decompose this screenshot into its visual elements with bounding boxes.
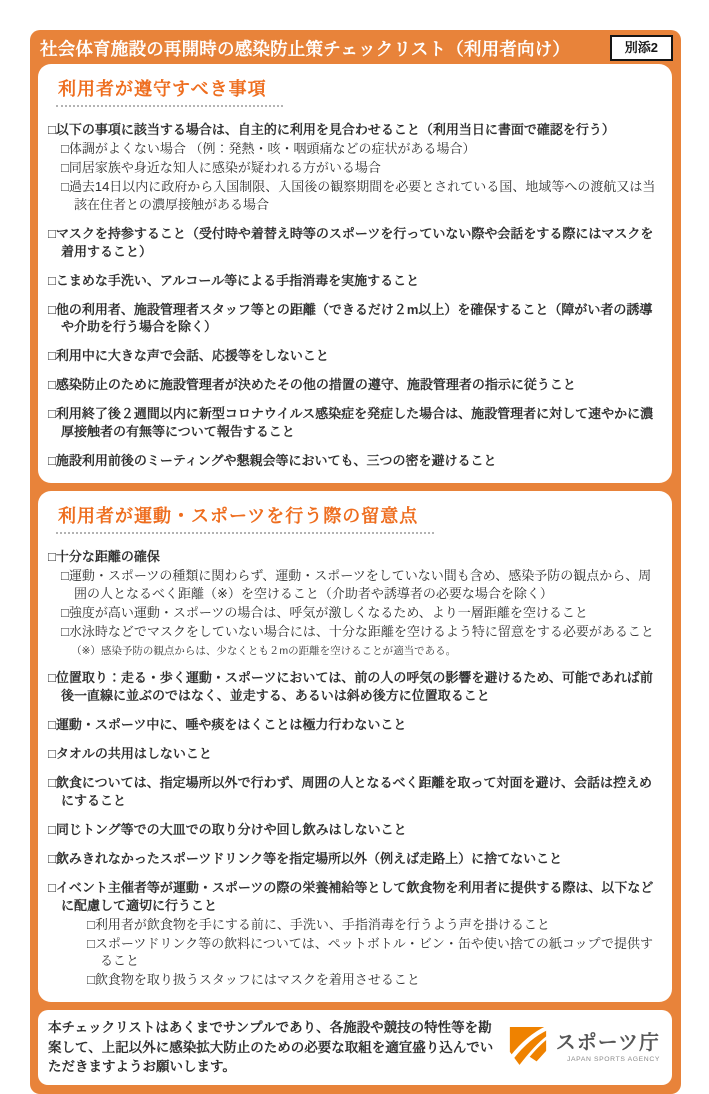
checklist-subitem: □飲食物を取り扱うスタッフにはマスクを着用させること: [87, 972, 420, 988]
checklist-item: □利用終了後２週間以内に新型コロナウイルス感染症を発症した場合は、施設管理者に対して速やかに濃厚接触者の有無等について報告すること: [48, 406, 654, 440]
checklist-subitem: □強度が高い運動・スポーツの場合は、呼気が激しくなるため、より一層距離を空けること: [61, 604, 588, 620]
checklist-item: □十分な距離の確保: [48, 549, 160, 565]
footer-note-panel: [38, 1010, 672, 1085]
checklist-item: □同じトング等での大皿での取り分けや回し飲みはしないこと: [48, 821, 407, 837]
checklist-item: □飲みきれなかったスポーツドリンク等を指定場所以外（例えば走路上）に捨てないこと: [48, 850, 563, 866]
footer-disclaimer: 本チェックリストはあくまでサンプルであり、各施設や競技の特性等を勘案して、上記以外に感染拡大防止のための必要な取組を適宜盛り込んでいただきますようお願いします。: [48, 1020, 494, 1075]
checklist-subitem: □過去14日以内に政府から入国制限、入国後の観察期間を必要とされている国、地域等への渡航又は当該在住者との濃厚接触がある場合: [61, 178, 656, 212]
section-sports-notes-heading: 利用者が運動・スポーツを行う際の留意点: [56, 502, 434, 534]
checklist-item: □利用中に大きな声で会話、応援等をしないこと: [48, 348, 329, 364]
document-title: 社会体育施設の再開時の感染防止策チェックリスト（利用者向け）: [40, 38, 571, 59]
checklist-item: □感染防止のために施設管理者が決めたその他の措置の遵守、施設管理者の指示に従うこと: [48, 377, 576, 393]
checklist-item: □イベント主催者等が運動・スポーツの際の栄養補給等として飲食物を利用者に提供する際は、以下などに配慮して適切に行うこと: [48, 879, 654, 913]
jsa-logo-subtitle: JAPAN SPORTS AGENCY: [567, 1056, 660, 1064]
checklist-item: □他の利用者、施設管理者スタッフ等との距離（できるだけ２m以上）を確保すること（障がい者の誘導や介助を行う場合を除く）: [48, 301, 653, 335]
checklist-item: □タオルの共用はしないこと: [48, 746, 212, 762]
section-user-rules-items: [48, 121, 658, 470]
title-bar: [30, 30, 681, 64]
checklist-subitem: □水泳時などでマスクをしていない場合には、十分な距離を空けるよう特に留意をする必要があること: [61, 623, 654, 639]
section-user-rules: [38, 64, 672, 483]
checklist-subitem: □体調がよくない場合 （例：発熱・咳・咽頭痛などの症状がある場合）: [61, 140, 476, 156]
section-sports-notes: [38, 491, 672, 1002]
checklist-item: □運動・スポーツ中に、唾や痰をはくことは極力行わないこと: [48, 717, 407, 733]
attachment-badge: 別添2: [610, 35, 673, 61]
checklist-item: □施設利用前後のミーティングや懇親会等においても、三つの密を避けること: [48, 453, 497, 469]
checklist-subitem: □運動・スポーツの種類に関わらず、運動・スポーツをしていない間も含め、感染予防の観点から、周囲の人となるべく距離（※）を空けること（介助者や誘導者の必要な場合を除く）: [61, 568, 652, 601]
checklist-item: □こまめな手洗い、アルコール等による手指消毒を実施すること: [48, 272, 420, 288]
checklist-item: □マスクを持参すること（受付時や着替え時等のスポーツを行っていない際や会話をする際にはマスクを着用すること）: [48, 225, 654, 259]
section-user-rules-heading: 利用者が遵守すべき事項: [56, 75, 283, 107]
jsa-logo-title: スポーツ庁: [555, 1032, 660, 1055]
checklist-subitem: □同居家族や身近な知人に感染が疑われる方がいる場合: [61, 159, 381, 175]
jsa-logo: [507, 1025, 664, 1071]
jsa-logo-text: [556, 1032, 660, 1063]
footnote: （※）感染予防の観点からは、少なくとも２mの距離を空けることが適当である。: [71, 644, 457, 657]
checklist-subitem: □利用者が飲食物を手にする前に、手洗い、手指消毒を行うよう声を掛けること: [87, 916, 550, 932]
checklist-subitem: □スポーツドリンク等の飲料については、ペットボトル・ビン・缶や使い捨ての紙コップで提供すること: [87, 935, 653, 969]
document-sheet: [30, 30, 681, 1094]
section-sports-notes-items: [48, 548, 658, 989]
checklist-item: □位置取り：走る・歩く運動・スポーツにおいては、前の人の呼気の影響を避けるため、可能であれば前後一直線に並ぶのではなく、並走する、あるいは斜め後方に位置取ること: [48, 670, 653, 704]
jsa-swoosh-icon: [507, 1025, 549, 1071]
checklist-item: □飲食については、指定場所以外で行わず、周囲の人となるべく距離を取って対面を避け、会話は控えめにすること: [48, 774, 653, 808]
checklist-item: □以下の事項に該当する場合は、自主的に利用を見合わせること（利用当日に書面で確認を行う）: [48, 122, 615, 137]
